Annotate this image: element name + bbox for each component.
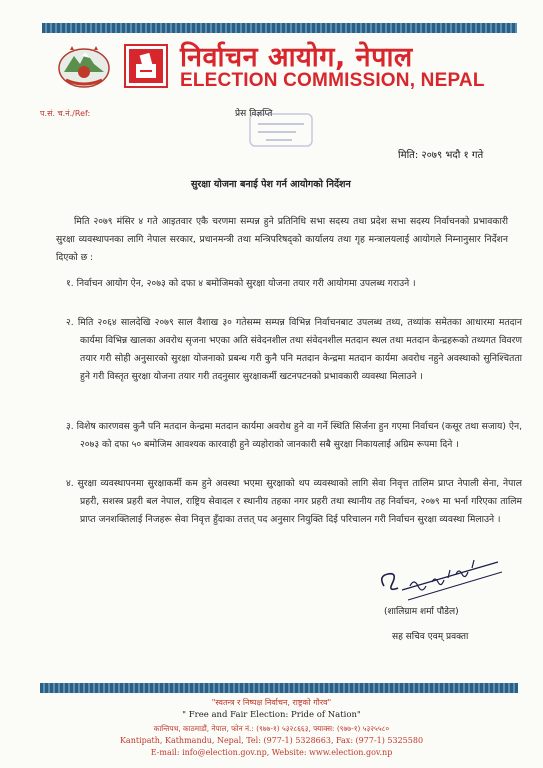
footer-contact: E-mail: info@election.gov.np, Website: www.election.gov.np [150, 748, 393, 757]
ballot-logo-icon [124, 44, 168, 88]
document-subject: सुरक्षा योजना बनाई पेश गर्न आयोगको निर्देशन [191, 179, 351, 190]
directive-item: १. निर्वाचन आयोग ऐन, २०७३ को दफा ४ बमोजिमको सुरक्षा योजना तयार गरी आयोगमा उपलब्ध गराउने । [66, 278, 416, 289]
directive-item: ४. सुरक्षा व्यवस्थापनमा सुरक्षाकर्मी कम हुने अवस्था भएमा सुरक्षाको थप व्यवस्थाको लागि सेवा निवृत्त तालिम प्राप्त नेपाली सेना, नेपाल प्रहरी, सशस्त्र प्रहरी बल नेपाल, राष्ट्रिय सेवादल र स्थानीय तहका नगर प्रहरी तथा स्थानीय तह निर्वाचन, २०७९ मा भर्ना गरिएका तालिम प्राप्त जनशक्तिलाई निजहरू सेवा निवृत्त हुँदाका तत्तत् पद अनुसार नियुक्ति दिई परिचालन गरी निर्वाचन सुरक्षा व्यवस्था मिलाउने । [66, 478, 522, 525]
press-release-label: प्रेस विज्ञप्ति [235, 109, 273, 119]
handwritten-signature [374, 556, 506, 604]
footer-band [40, 683, 518, 693]
nepal-emblem-icon [56, 42, 112, 90]
office-stamp-icon [246, 110, 316, 150]
signatory-title: सह सचिव एवम् प्रवक्ता [392, 632, 469, 642]
signatory-name: (शालिग्राम शर्मा पौडेल) [384, 607, 459, 617]
commission-title-english: ELECTION COMMISSION, NEPAL [180, 70, 485, 91]
footer-address-english: Kantipath, Kathmandu, Nepal, Tel: (977-1) 5328663, Fax: (977-1) 5325580 [119, 736, 424, 745]
document-date: मिति: २०७९ भदौ १ गते [398, 150, 484, 161]
intro-paragraph: मिति २०७९ मंसिर ४ गते आइतवार एकै चरणमा सम्पन्न हुने प्रतिनिधि सभा सदस्य तथा प्रदेश सभा सदस्य निर्वाचनको प्रभावकारी सुरक्षा व्यवस्थापनका लागि नेपाल सरकार, प्रधानमन्त्री तथा मन्त्रिपरिषद्‌को कार्यालय तथा गृह मन्त्रालयलाई आयोगले निम्नानुसार निर्देशन दिएको छ : [56, 216, 508, 263]
directive-item: ३. विशेष कारणवस कुनै पनि मतदान केन्द्रमा मतदान कार्यमा अवरोध हुने वा गर्ने स्थिति सिर्जना हुन गएमा निर्वाचन (कसूर तथा सजाय) ऐन, २०७३ को दफा ५० बमोजिम आवश्यक कारवाही हुने व्यहोराको जानकारी सबै सुरक्षा निकायलाई अग्रिम रूपमा दिने । [66, 421, 522, 450]
footer-slogan-nepali: "स्वतन्त्र र निष्पक्ष निर्वाचन, राष्ट्रको गौरव" [211, 698, 332, 707]
footer-slogan-english: " Free and Fair Election: Pride of Nation" [182, 710, 361, 720]
commission-title-nepali: निर्वाचन आयोग, नेपाल [180, 42, 413, 73]
directive-item: २. मिति २०६४ सालदेखि २०७९ साल वैशाख ३० गतेसम्म सम्पन्न विभिन्न निर्वाचनबाट उपलब्ध तथ्य, तथ्यांक समेतका आधारमा मतदान कार्यमा विभिन्न खालका अवरोध सृजना भएका अति संवेदनशील तथा संवेदनशील मतदान स्थल तथा मतदान केन्द्रहरूको तथ्यगत विवरण तयार गरी सोही अनुसारको सुरक्षा योजनाको प्रबन्ध गरी कुनै पनि मतदान केन्द्रमा मतदान कार्यमा अवरोध नहुने अवस्थाको सुनिश्चितता हुने गरी विस्तृत सुरक्षा योजना तयार गरी तदनुसार सुरक्षाकर्मी खटनपटनको प्रभावकारी व्यवस्था मिलाउने । [66, 317, 522, 382]
header-band [42, 23, 517, 33]
footer-address-nepali: कान्तिपथ, काठमाडौं, नेपाल, फोन नं.: (९७७-१) ५३२८६६३, फ्याक्स: (९७७-१) ५३२५५८० [153, 724, 390, 733]
reference-label: प.सं. च.नं./Ref: [40, 109, 91, 118]
